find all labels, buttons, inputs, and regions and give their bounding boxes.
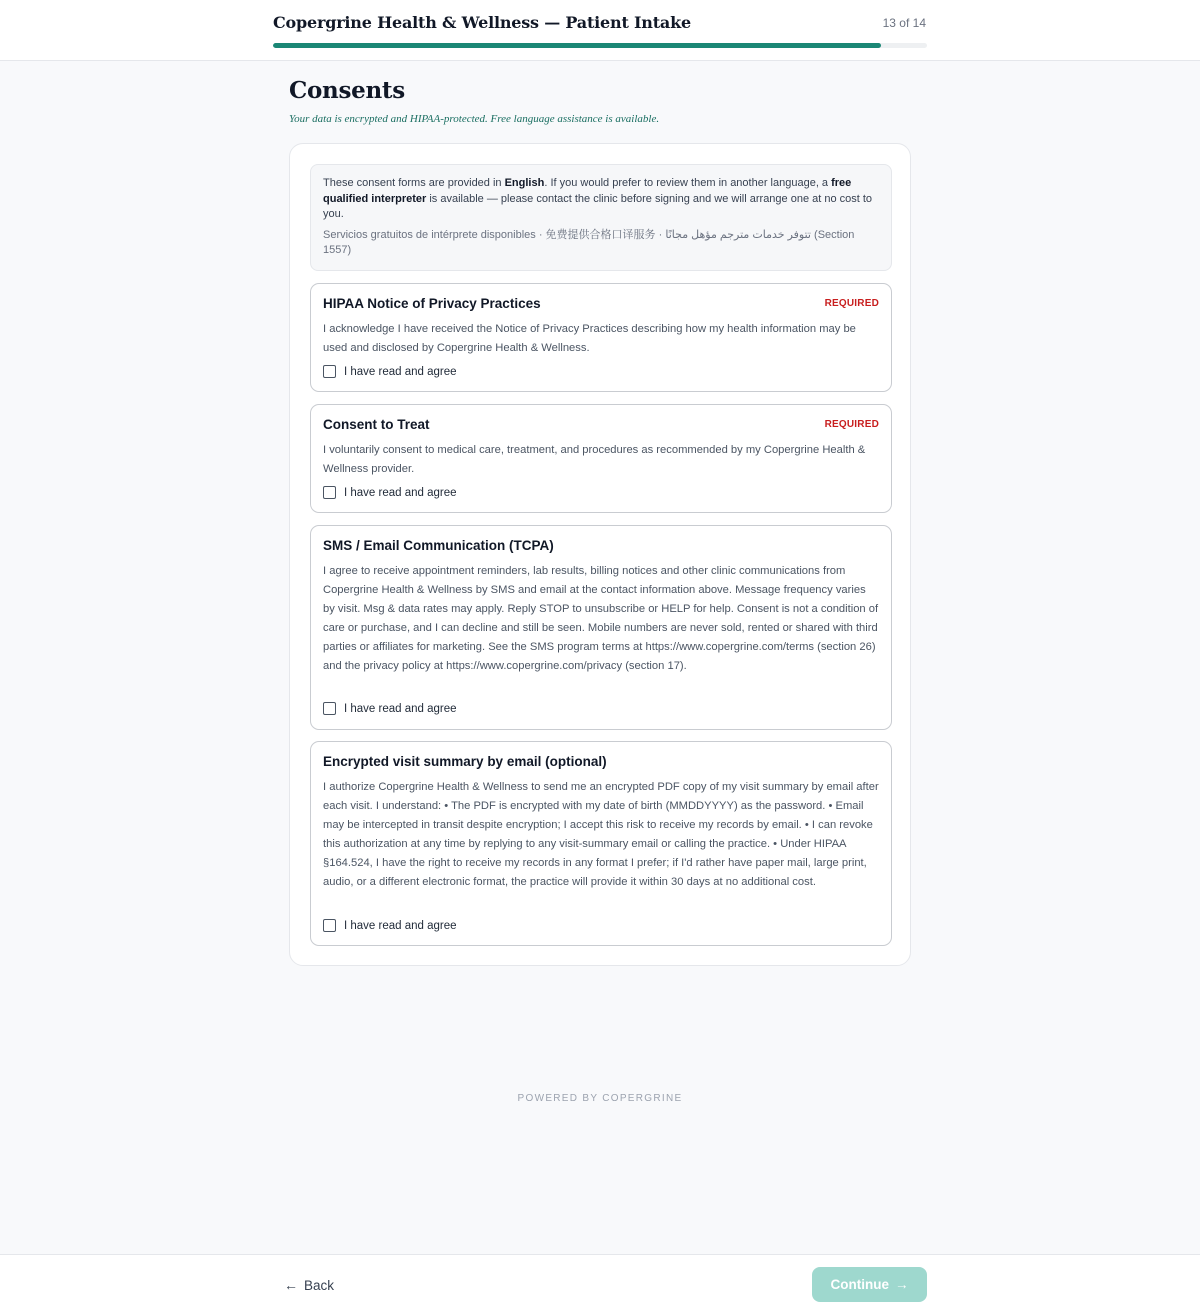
progress-bar bbox=[273, 43, 927, 48]
header-bar bbox=[0, 0, 1200, 61]
consent-text: I acknowledge I have received the Notice of Privacy Practices describing how my health information may be used and disclosed by Copergrine Health & Wellness. bbox=[323, 323, 856, 354]
consent-title: Encrypted visit summary by email (optional) bbox=[323, 754, 607, 769]
continue-button[interactable] bbox=[812, 1267, 927, 1302]
checkbox-icon[interactable] bbox=[323, 365, 336, 378]
required-badge: REQUIRED bbox=[824, 419, 879, 430]
language-assistance-note bbox=[310, 164, 892, 271]
arrow-right-icon[interactable]: → bbox=[895, 1277, 909, 1292]
treat-agree-checkbox[interactable] bbox=[323, 486, 457, 499]
consent-text: I voluntarily consent to medical care, treatment, and procedures as recommended by my Copergrine Health & Wellness provider. bbox=[323, 444, 866, 475]
consent-title: SMS / Email Communication (TCPA) bbox=[323, 538, 554, 553]
consent-text: I agree to receive appointment reminders, lab results, billing notices and other clinic communications from Copergrine Health & Wellness by SMS and email at the contact information above. Message frequency varies by visit. Msg & data rates may apply. Reply STOP to unsubscribe or HELP for help. Consent is not a condition of care or purchase, and I can decline and still be seen. Mobile numbers are never sold, rented or shared with third parties or affiliates for marketing. See the SMS program terms at https://www.copergrine.com/terms (section 26) and the privacy policy at https://www.copergrine.com/privacy (section 17). bbox=[323, 565, 879, 672]
checkbox-label[interactable]: I have read and agree bbox=[344, 919, 457, 932]
consent-text: I authorize Copergrine Health & Wellness to send me an encrypted PDF copy of my visit summary by email after each visit. I understand: • The PDF is encrypted with my date of birth (MMDDYYYY) as the password. • Email may be intercepted in transit despite encryption; I accept this risk to receive my records by email. • I can revoke this authorization at any time by replying to any visit-summary email or calling the practice. • Under HIPAA §164.524, I have the right to receive my records in any format I prefer; if I'd rather have paper mail, large print, audio, or a different electronic format, the practice will provide it within 30 days at no additional cost. bbox=[323, 781, 879, 888]
consent-hipaa bbox=[310, 283, 892, 392]
checkbox-label[interactable]: I have read and agree bbox=[344, 486, 457, 499]
required-badge: REQUIRED bbox=[824, 298, 879, 309]
page-title: Consents bbox=[289, 77, 405, 104]
continue-label[interactable]: Continue bbox=[830, 1277, 889, 1292]
checkbox-label[interactable]: I have read and agree bbox=[344, 702, 457, 715]
language-note-translations: Servicios gratuitos de intérprete disponibles · 免费提供合格口译服务 · تتوفر خدمات مترجم مؤهل مجانًا (Section 1557) bbox=[323, 228, 855, 256]
checkbox-icon[interactable] bbox=[323, 486, 336, 499]
consent-tcpa bbox=[310, 525, 892, 730]
powered-by: POWERED BY COPERGRINE bbox=[517, 1093, 683, 1104]
consent-visit-summary bbox=[310, 741, 892, 946]
back-label[interactable]: Back bbox=[304, 1277, 335, 1293]
language-note-text: These consent forms are provided in English. If you would prefer to review them in another language, a free qualified interpreter is available — please contact the clinic before signing and we will arrange one at no cost to you. bbox=[323, 177, 873, 220]
bottom-nav-bar bbox=[0, 1254, 1200, 1313]
app-title: Copergrine Health & Wellness — Patient Intake bbox=[273, 13, 691, 32]
consent-title: HIPAA Notice of Privacy Practices bbox=[323, 296, 541, 311]
tcpa-agree-checkbox[interactable] bbox=[323, 702, 457, 715]
arrow-left-icon[interactable]: ← bbox=[284, 1277, 298, 1293]
visit-summary-agree-checkbox[interactable] bbox=[323, 919, 457, 932]
consents-card bbox=[289, 143, 911, 966]
hipaa-agree-checkbox[interactable] bbox=[323, 365, 457, 378]
consent-title: Consent to Treat bbox=[323, 417, 430, 432]
checkbox-icon[interactable] bbox=[323, 919, 336, 932]
page-subtitle: Your data is encrypted and HIPAA-protected. Free language assistance is available. bbox=[289, 113, 660, 125]
consent-treat bbox=[310, 404, 892, 513]
checkbox-label[interactable]: I have read and agree bbox=[344, 365, 457, 378]
checkbox-icon[interactable] bbox=[323, 702, 336, 715]
step-counter: 13 of 14 bbox=[882, 16, 926, 30]
progress-bar-fill bbox=[273, 43, 881, 48]
back-button[interactable] bbox=[284, 1274, 334, 1296]
